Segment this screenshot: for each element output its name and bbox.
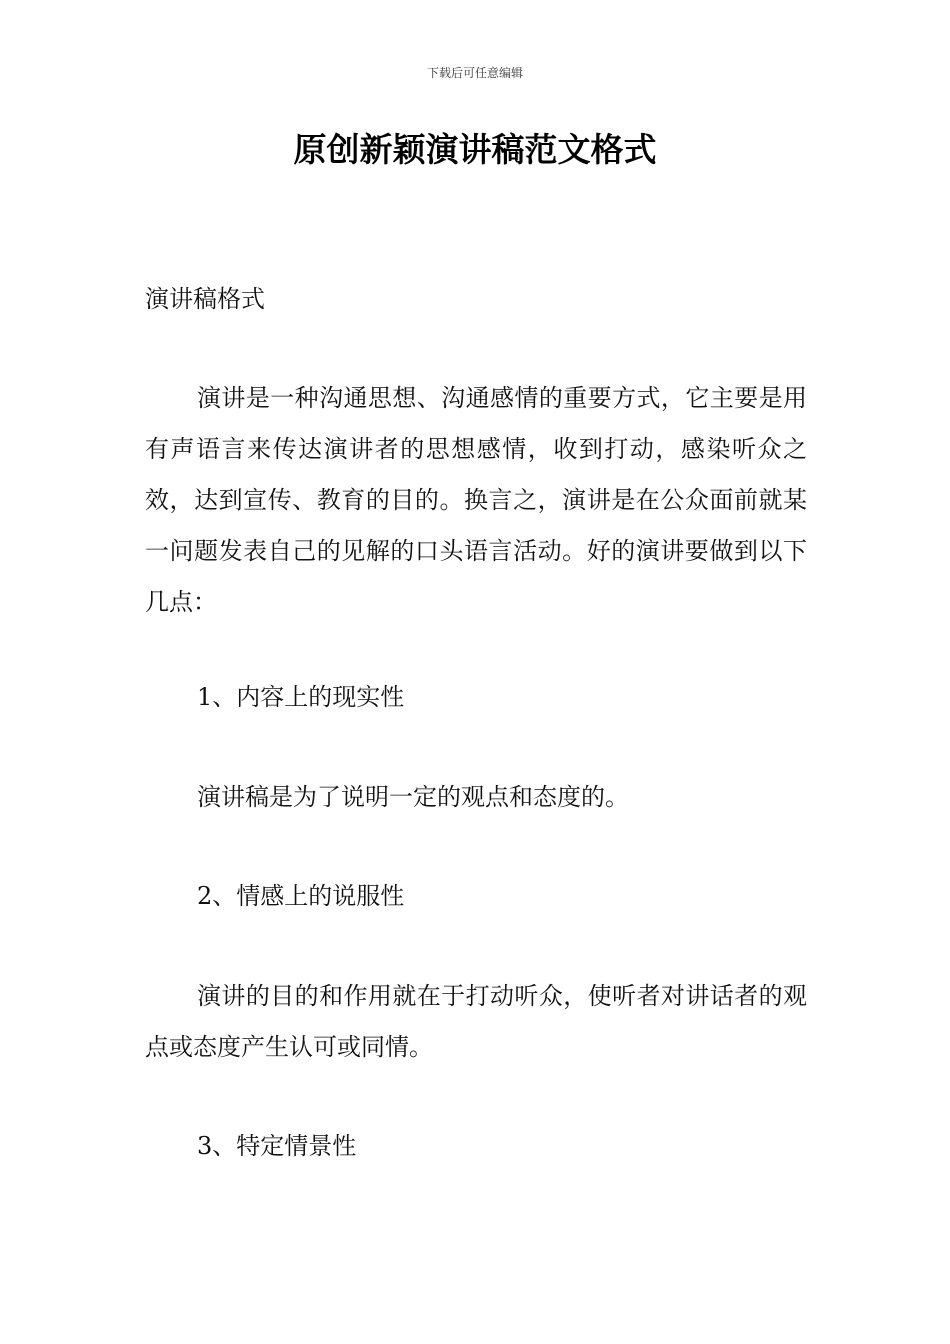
section-heading: 演讲稿格式	[145, 285, 265, 313]
intro-paragraph: 演讲是一种沟通思想、沟通感情的重要方式，它主要是用有声语言来传达演讲者的思想感情，收到打动，感染听众之效，达到宣传、教育的目的。换言之，演讲是在公众面前就某一问题发表自己的见解的口头语言活动。好的演讲要做到以下几点：	[145, 384, 807, 616]
point-1-body: 演讲稿是为了说明一定的观点和态度的。	[197, 783, 629, 811]
document-title: 原创新颖演讲稿范文格式	[293, 130, 657, 169]
point-2-body: 演讲的目的和作用就在于打动听众，使听者对讲话者的观点或态度产生认可或同情。	[145, 982, 807, 1061]
header-note: 下载后可任意编辑	[426, 66, 523, 80]
point-3-heading: 3、特定情景性	[197, 1132, 357, 1160]
point-2-heading: 2、情感上的说服性	[197, 882, 405, 910]
point-1-heading: 1、内容上的现实性	[197, 683, 405, 711]
